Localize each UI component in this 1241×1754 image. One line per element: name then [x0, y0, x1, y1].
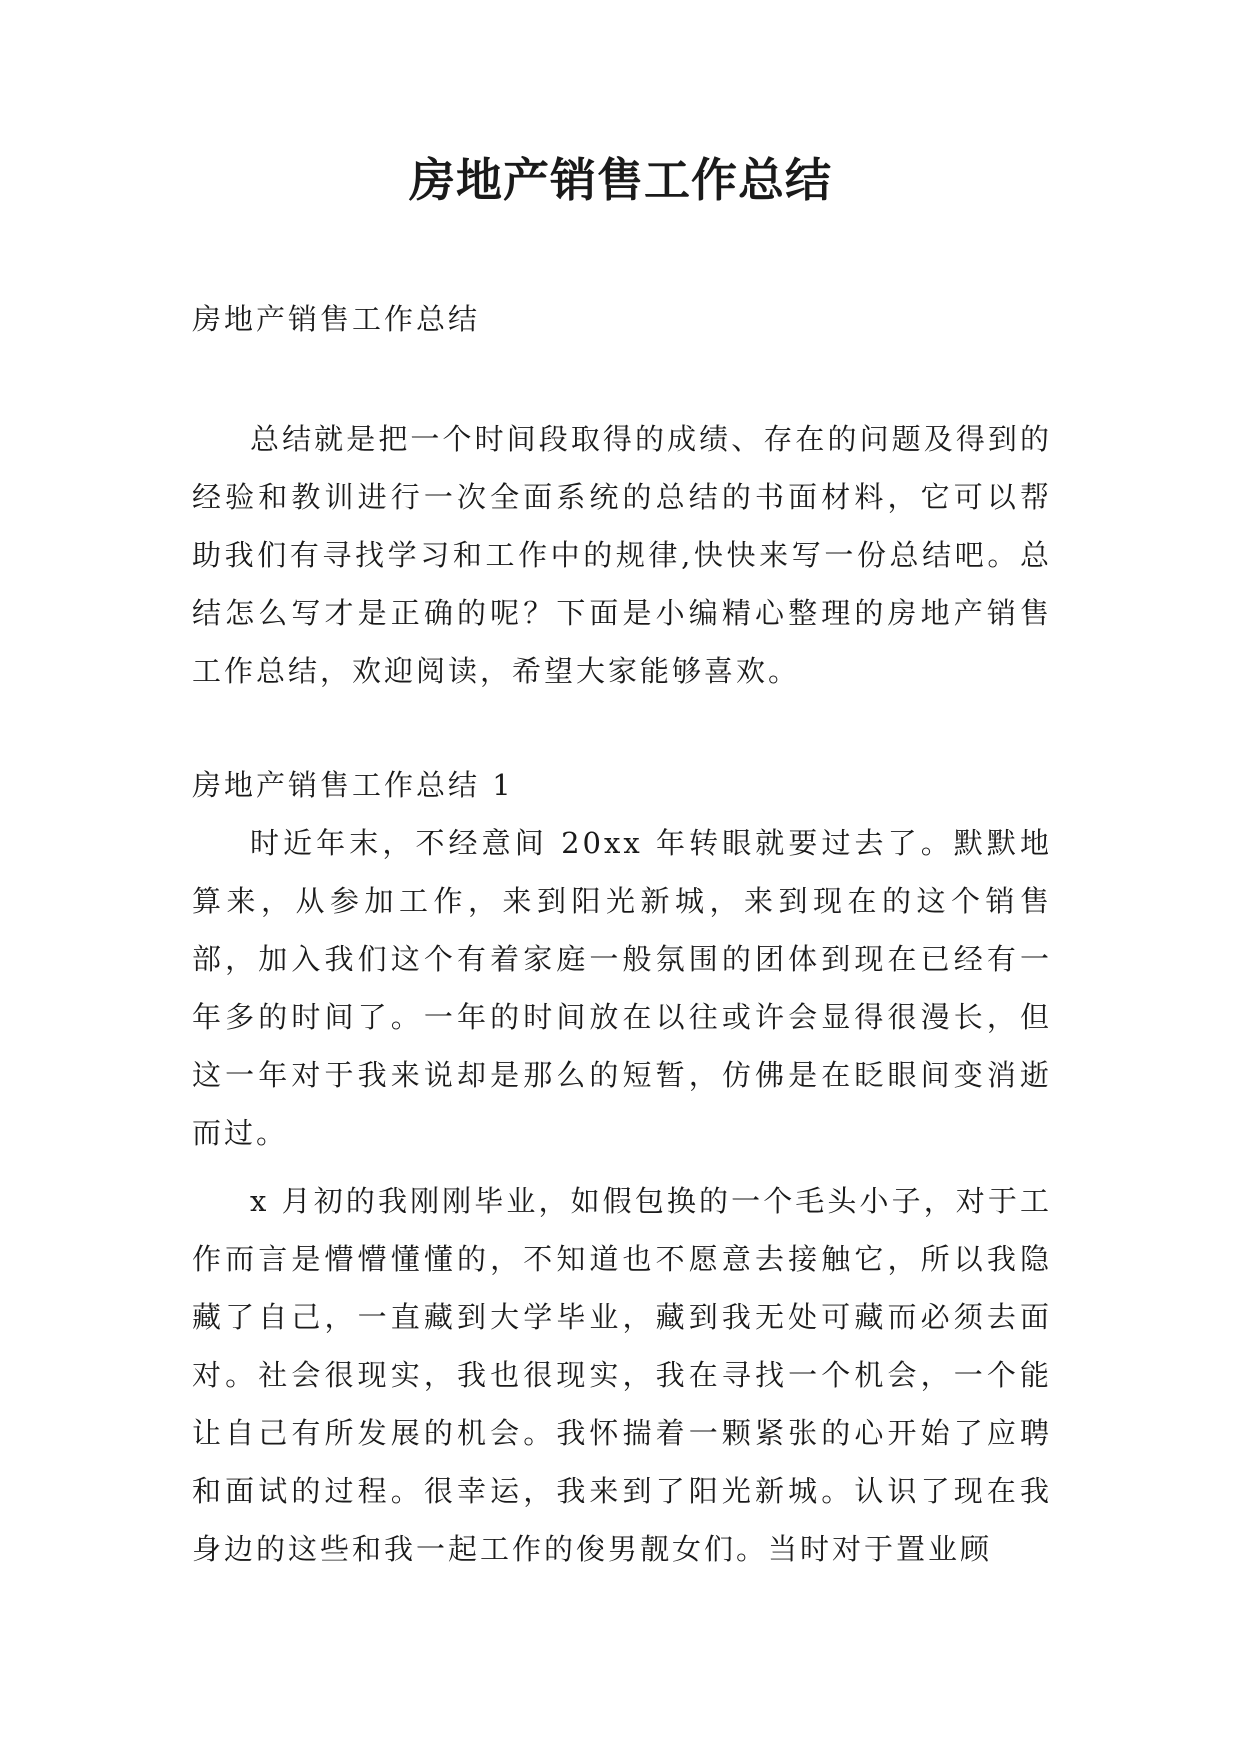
spacer: [192, 700, 1052, 756]
intro-paragraph: 总结就是把一个时间段取得的成绩、存在的问题及得到的经验和教训进行一次全面系统的总结的书面材料，它可以帮助我们有寻找学习和工作中的规律,快快来写一份总结吧。总结怎么写才是正确的呢？下面是小编精心整理的房地产销售工作总结，欢迎阅读，希望大家能够喜欢。: [192, 422, 1052, 688]
body-paragraph-2: x 月初的我刚刚毕业，如假包换的一个毛头小子，对于工作而言是懵懵懂懂的，不知道也不愿意去接触它，所以我隐藏了自己，一直藏到大学毕业，藏到我无处可藏而必须去面对。社会很现实，我也很现实，我在寻找一个机会，一个能让自己有所发展的机会。我怀揣着一颗紧张的心开始了应聘和面试的过程。很幸运，我来到了阳光新城。认识了现在我身边的这些和我一起工作的俊男靓女们。当时对于置业顾: [192, 1184, 1052, 1566]
document-body: [192, 290, 1052, 1578]
spacer: [192, 348, 1052, 410]
spacer: [192, 1162, 1052, 1172]
body-paragraph-1: 时近年末，不经意间 20xx 年转眼就要过去了。默默地算来，从参加工作，来到阳光新城，来到现在的这个销售部，加入我们这个有着家庭一般氛围的团体到现在已经有一年多的时间了。一年的时间放在以往或许会显得很漫长，但这一年对于我来说却是那么的短暂，仿佛是在眨眼间变消逝而过。: [192, 826, 1052, 1150]
document-title: 房地产销售工作总结: [409, 153, 832, 207]
section-heading: 房地产销售工作总结 1: [192, 768, 514, 802]
subtitle: 房地产销售工作总结: [192, 302, 481, 336]
